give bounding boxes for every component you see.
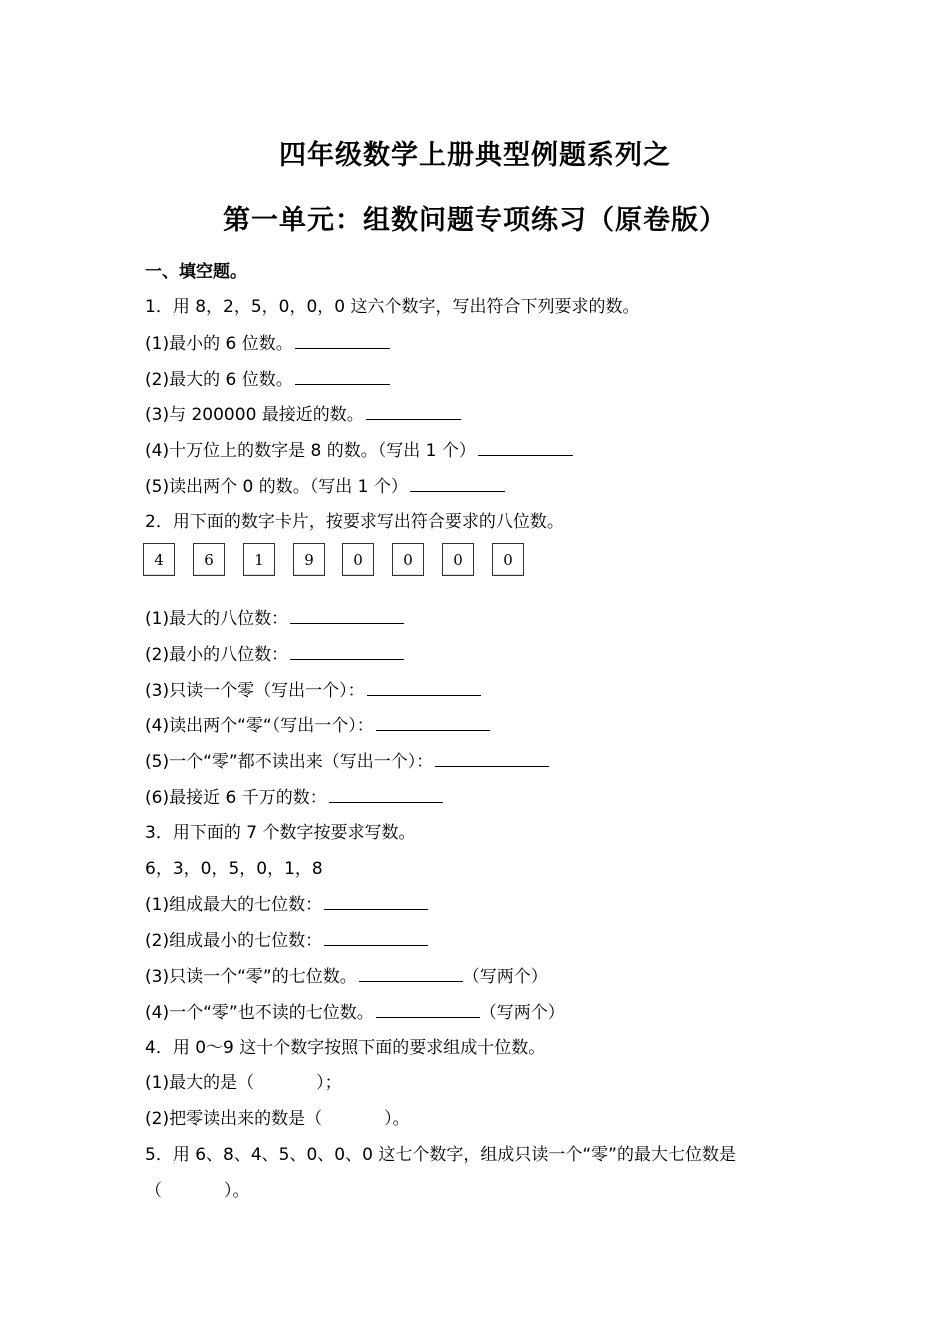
q1-item-2: [145, 368, 390, 391]
answer-blank[interactable]: [366, 403, 461, 420]
q4-item-2-post: ）。: [384, 1109, 410, 1129]
document-subtitle: 第一单元：组数问题专项练习（原卷版）: [223, 205, 727, 236]
q5-answer-pre: （: [145, 1181, 162, 1201]
q4-item-2-pre: (2)把零读出来的数是（: [145, 1109, 323, 1129]
q3-item-3-text: (3)只读一个“零”的七位数。: [145, 967, 357, 987]
q1-item-1: [145, 332, 390, 355]
q3-item-1: [145, 893, 428, 916]
question-4-stem: 4．用 0～9 这十个数字按照下面的要求组成十位数。: [145, 1038, 546, 1058]
answer-blank[interactable]: [290, 607, 404, 624]
question-2-stem: 2．用下面的数字卡片，按要求写出符合要求的八位数。: [145, 512, 564, 532]
q2-item-4-text: (4)读出两个“零“（写出一个）：: [145, 716, 374, 736]
q1-item-5: [145, 475, 505, 498]
q2-item-2-text: (2)最小的八位数：: [145, 645, 289, 665]
answer-blank[interactable]: [290, 643, 404, 660]
q2-item-5-text: (5)一个“零”都不读出来（写出一个）：: [145, 752, 434, 772]
digit-card: 4: [143, 543, 175, 576]
q2-item-2: [145, 643, 404, 666]
answer-blank[interactable]: [324, 929, 428, 946]
q3-item-2: [145, 929, 428, 952]
digit-card: 0: [442, 543, 474, 576]
answer-blank[interactable]: [478, 439, 573, 456]
q4-item-1-post: ）；: [316, 1073, 342, 1093]
answer-blank[interactable]: [376, 714, 490, 731]
q1-item-4-text: (4)十万位上的数字是 8 的数。（写出 1 个）: [145, 441, 476, 461]
q2-item-5: [145, 750, 549, 773]
answer-blank[interactable]: [376, 1001, 480, 1018]
q2-item-3-text: (3)只读一个零（写出一个）：: [145, 681, 365, 701]
answer-blank[interactable]: [324, 893, 428, 910]
answer-blank[interactable]: [295, 368, 390, 385]
q2-item-1: [145, 607, 404, 630]
question-1-stem: 1．用 8，2，5，0，0，0 这六个数字，写出符合下列要求的数。: [145, 297, 640, 317]
q2-item-4: [145, 714, 490, 737]
q1-item-5-text: (5)读出两个 0 的数。（写出 1 个）: [145, 477, 408, 497]
q1-item-3-text: (3)与 200000 最接近的数。: [145, 405, 364, 425]
answer-blank[interactable]: [435, 750, 549, 767]
question-3-stem: 3．用下面的 7 个数字按要求写数。: [145, 823, 416, 843]
answer-blank[interactable]: [367, 679, 481, 696]
question-5-stem: 5．用 6、8、4、5、0、0、0 这七个数字，组成只读一个“零”的最大七位数是: [145, 1145, 736, 1165]
q3-item-3-suffix: （写两个）: [462, 967, 548, 987]
q1-item-2-text: (2)最大的 6 位数。: [145, 370, 293, 390]
answer-blank[interactable]: [329, 786, 443, 803]
q2-item-6-text: (6)最接近 6 千万的数：: [145, 788, 327, 808]
q1-item-4: [145, 439, 573, 462]
q1-item-3: [145, 403, 461, 426]
digit-card: 0: [392, 543, 424, 576]
q3-item-3: [145, 965, 548, 988]
digit-card: 0: [492, 543, 524, 576]
digit-card: 9: [293, 543, 325, 576]
q5-answer: [145, 1180, 250, 1202]
digit-card: 1: [243, 543, 275, 576]
q3-item-2-text: (2)组成最小的七位数：: [145, 931, 323, 951]
q3-item-1-text: (1)组成最大的七位数：: [145, 895, 323, 915]
q4-item-2: [145, 1108, 410, 1130]
q3-digits: 6，3，0，5，0，1，8: [145, 859, 323, 879]
document-title: 四年级数学上册典型例题系列之: [279, 140, 671, 171]
section-heading: 一、填空题。: [145, 262, 247, 282]
q2-item-6: [145, 786, 443, 809]
answer-blank[interactable]: [359, 965, 463, 982]
q5-answer-post: ）。: [224, 1181, 250, 1201]
digit-card: 6: [193, 543, 225, 576]
q3-item-4: [145, 1001, 565, 1024]
answer-blank[interactable]: [410, 475, 505, 492]
digit-card: 0: [342, 543, 374, 576]
q2-item-1-text: (1)最大的八位数：: [145, 609, 289, 629]
q1-item-1-text: (1)最小的 6 位数。: [145, 334, 293, 354]
q2-item-3: [145, 679, 481, 702]
q3-item-4-text: (4)一个“零”也不读的七位数。: [145, 1003, 374, 1023]
q3-item-4-suffix: （写两个）: [479, 1003, 565, 1023]
q4-item-1: [145, 1072, 342, 1094]
answer-blank[interactable]: [295, 332, 390, 349]
q4-item-1-pre: (1)最大的是（: [145, 1073, 255, 1093]
